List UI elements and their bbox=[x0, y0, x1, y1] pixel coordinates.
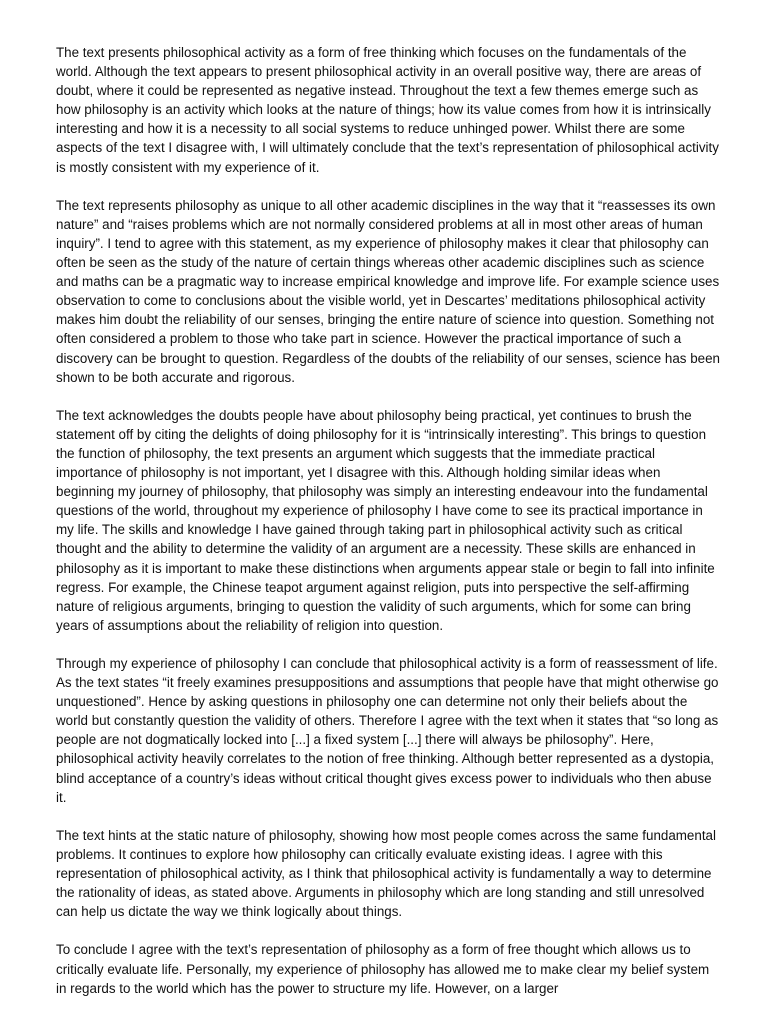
paragraph-4: Through my experience of philosophy I can conclude that philosophical activity is a form of reassessment of life. As the text states “it freely examines presuppositions and assumptions that people have that might otherwise go unquestioned”. Hence by asking questions in philosophy one can determine not only their beliefs about the world but constantly question the validity of others. Therefore I agree with the text when it states that “so long as people are not dogmatically locked into [...] a fixed system [...] there will always be philosophy”. Here, philosophical activity heavily correlates to the notion of free thinking. Although better represented as a dystopia, blind acceptance of a country’s ideas without critical thought gives excess power to individuals who then abuse it. bbox=[56, 656, 719, 805]
paragraph-2: The text represents philosophy as unique to all other academic disciplines in the way that it “reassesses its own nature” and “raises problems which are not normally considered problems at all in most other areas of human inquiry”. I tend to agree with this statement, as my experience of philosophy makes it clear that philosophy can often be seen as the study of the nature of certain things whereas other academic disciplines such as science and maths can be a pragmatic way to increase empirical knowledge and improve life. For example science uses observation to come to conclusions about the visible world, yet in Descartes’ meditations philosophical activity makes him doubt the reliability of our senses, bringing the entire nature of science into question. Something not often considered a problem to those who take part in science. However the practical importance of such a discovery can be brought to question. Regardless of the doubts of the reliability of our senses, science has been shown to be both accurate and rigorous. bbox=[56, 197, 720, 385]
paragraph-3: The text acknowledges the doubts people have about philosophy being practical, yet continues to brush the statement off by citing the delights of doing philosophy for it is “intrinsically interesting”. This brings to question the function of philosophy, the text presents an argument which suggests that the immediate practical importance of philosophy is not important, yet I disagree with this. Although holding similar ideas when beginning my journey of philosophy, that philosophy was simply an interesting endeavour into the fundamental questions of the world, throughout my experience of philosophy I have come to see its practical importance in my life. The skills and knowledge I have gained through taking part in philosophical activity such as critical thought and the ability to determine the validity of an argument are a necessity. These skills are enhanced in philosophy as it is important to make these distinctions when arguments appear stale or begin to fall into infinite regress. For example, the Chinese teapot argument against religion, puts into perspective the self-affirming nature of religious arguments, bringing to question the validity of such arguments, which for some can bring years of assumptions about the reliability of religion into question. bbox=[56, 407, 715, 633]
paragraph-5: The text hints at the static nature of philosophy, showing how most people comes across the same fundamental problems. It continues to explore how philosophy can critically evaluate existing ideas. I agree with this representation of philosophical activity, as I think that philosophical activity is fundamentally a way to determine the rationality of ideas, as stated above. Arguments in philosophy which are long standing and still unresolved can help us dictate the way we think logically about things. bbox=[56, 827, 716, 920]
document-page bbox=[56, 43, 720, 1017]
paragraph-1: The text presents philosophical activity as a form of free thinking which focuses on the fundamentals of the world. Although the text appears to present philosophical activity in an overall positive way, there are areas of doubt, where it could be represented as negative instead. Throughout the text a few themes emerge such as how philosophy is an activity which looks at the nature of things; how its value comes from how it is intrinsically interesting and how it is a necessity to all social systems to reduce unhinged power. Whilst there are some aspects of the text I disagree with, I will ultimately conclude that the text’s representation of philosophical activity is mostly consistent with my experience of it. bbox=[56, 45, 719, 175]
paragraph-6: To conclude I agree with the text’s representation of philosophy as a form of free thought which allows us to critically evaluate life. Personally, my experience of philosophy has allowed me to make clear my belief system in regards to the world which has the power to structure my life. However, on a larger bbox=[56, 942, 710, 996]
